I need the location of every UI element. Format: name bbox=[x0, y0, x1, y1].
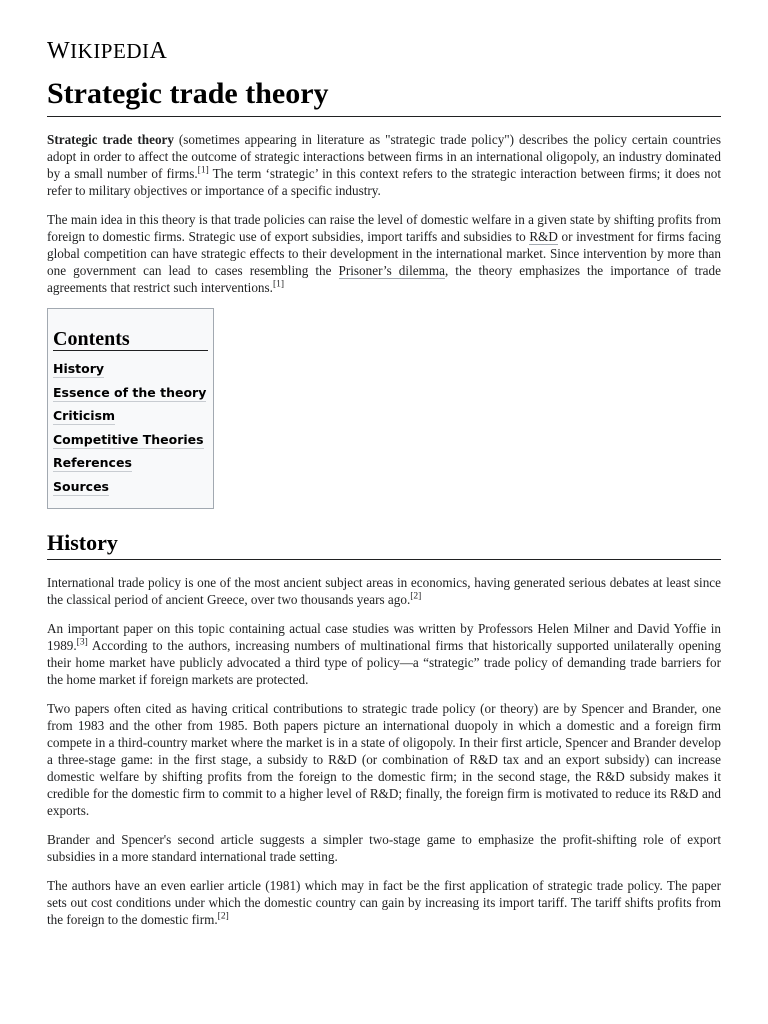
toc-item-essence-of-the-theory[interactable] bbox=[53, 381, 208, 405]
table-of-contents bbox=[47, 308, 214, 509]
toc-item-label: Criticism bbox=[53, 408, 116, 423]
text-run: (sometimes appearing in literature as "strategic trade policy") describes the policy certain countries adopt in order to affect the outcome of strategic interactions between firms in an international oligopoly, an industry dominated by a small number of firms. bbox=[47, 132, 721, 181]
text-run: The main idea in this theory is that trade policies can raise the level of domestic welfare in a given state by shifting profits from foreign to domestic firms. Strategic use of export subsidies, import tariffs and subsidies to bbox=[47, 212, 721, 244]
title-container bbox=[47, 74, 721, 117]
page-title: Strategic trade theory bbox=[47, 77, 329, 110]
history-paragraph-4 bbox=[47, 831, 721, 865]
toc-title: Contents bbox=[53, 331, 208, 351]
text-run: The term ‘strategic’ in this context refers to the strategic interaction between firms; it does not refer to military objectives or importance of a specific industry. bbox=[47, 166, 722, 198]
text-run: According to the authors, increasing numbers of multinational firms that historically supported unilaterally opening their home market have publicly advocated a third type of policy—a “strategic” trade policy of demanding trade barriers for the home market if foreign markets are protected. bbox=[47, 638, 721, 687]
link-r-and-d[interactable]: R&D bbox=[529, 229, 558, 244]
text-run: The authors have an even earlier article (1981) which may in fact be the first application of strategic trade policy. The paper sets out cost conditions under which the domestic country can gain by increasing its import tariff. The tariff shifts profits from the foreign to the domestic firm. bbox=[47, 878, 721, 927]
link-prisoners-dilemma[interactable]: Prisoner’s dilemma bbox=[338, 263, 445, 278]
intro-paragraph-1 bbox=[47, 131, 721, 199]
text-run: An important paper on this topic containing actual case studies was written by Professors Helen Milner and David Yoffie in 1989. bbox=[47, 621, 721, 653]
reference-link[interactable]: [3] bbox=[76, 637, 88, 648]
toc-list bbox=[53, 357, 208, 498]
section-heading-history: History bbox=[47, 529, 721, 560]
text-run: or investment for firms facing global competition can have strategic effects to their development in the international market. Since intervention by more than one government can lead to cases resembling the bbox=[47, 229, 721, 278]
toc-item-label: Sources bbox=[53, 478, 109, 494]
intro-paragraph-2 bbox=[47, 211, 721, 296]
toc-item-competitive-theories[interactable] bbox=[53, 428, 208, 452]
reference-link[interactable]: [2] bbox=[217, 911, 229, 922]
reference-link[interactable]: [1] bbox=[272, 279, 285, 290]
wordmark-letter-w: W bbox=[47, 38, 71, 64]
toc-item-criticism[interactable] bbox=[53, 404, 208, 428]
bold-term: Strategic trade theory bbox=[47, 132, 174, 147]
reference-link[interactable]: [2] bbox=[410, 591, 422, 602]
toc-item-label: Essence of the theory bbox=[53, 384, 207, 400]
history-paragraph-3 bbox=[47, 700, 721, 819]
toc-item-label: Competitive Theories bbox=[53, 431, 204, 447]
wordmark-middle: IKIPEDI bbox=[70, 39, 150, 63]
article-body bbox=[47, 131, 721, 940]
history-paragraph-1 bbox=[47, 574, 721, 608]
toc-item-label: References bbox=[53, 455, 132, 470]
text-run: International trade policy is one of the most ancient subject areas in economics, having generated serious debates at least since the classical period of ancient Greece, over two thousands years ago. bbox=[47, 575, 721, 607]
history-paragraph-5 bbox=[47, 877, 721, 928]
reference-link[interactable]: [1] bbox=[197, 165, 209, 176]
toc-item-history[interactable] bbox=[53, 357, 208, 381]
toc-item-references[interactable] bbox=[53, 451, 208, 475]
text-run: Two papers often cited as having critical contributions to strategic trade policy (or theory) are by Spencer and Brander, one from 1983 and the other from 1985. Both papers picture an international duopoly in which a domestic and a foreign firm compete in a third-country market where the market is in a state of oligopoly. In their first article, Spencer and Brander develop a three-stage game: in the first stage, a subsidy to R&D (or combination of R&D tax and an export subsidy) can increase domestic welfare by shifting profits from the foreign to the domestic firm; in the second stage, the R&D subsidy makes it credible for the domestic firm to commit to a higher level of R&D; finally, the foreign firm is motivated to reduce its R&D and exports. bbox=[47, 701, 721, 818]
wordmark-letter-a: A bbox=[149, 38, 168, 64]
text-run: , the theory emphasizes the importance of trade agreements that restrict such interventions. bbox=[47, 263, 721, 295]
wikipedia-wordmark[interactable] bbox=[47, 38, 167, 65]
history-paragraph-2 bbox=[47, 620, 721, 688]
toc-item-sources[interactable] bbox=[53, 475, 208, 499]
toc-item-label: History bbox=[53, 361, 105, 376]
text-run: Brander and Spencer's second article suggests a simpler two-stage game to emphasize the profit-shifting role of export subsidies in a more standard international trade setting. bbox=[47, 832, 721, 864]
